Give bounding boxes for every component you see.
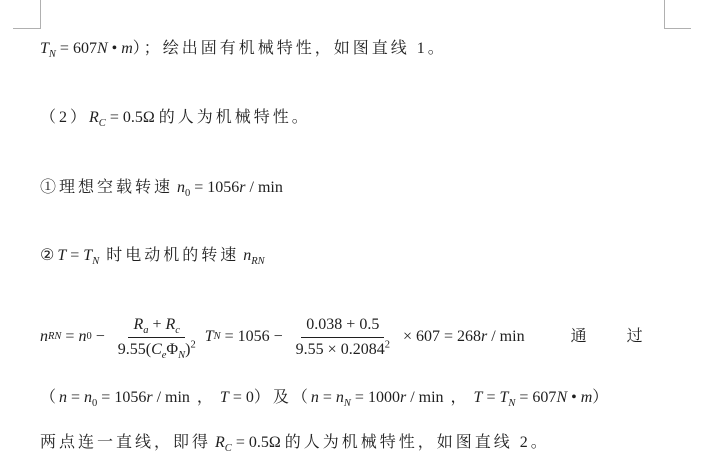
text-line-ideal-no-load-speed[interactable]: ①理想空载转速 $n_0 = 1056r / \min$ xyxy=(40,179,283,200)
text-line-intrinsic-characteristic[interactable]: $T_N = 607N$ • m）；绘出固有机械特性，如图直线 1。 xyxy=(40,40,447,61)
text-line-rc-heading[interactable]: $(2)R_C = 0.5\Omega$ 的人为机械特性。 xyxy=(40,109,311,130)
text-line-conclusion[interactable]: 两点连一直线，即得 $R_C = 0.5\Omega$ 的人为机械特性，如图直线 2。 xyxy=(40,434,550,455)
formula-nrn-calculation[interactable]: n RN = n 0 − $\frac{R_a + R_c}{9.55(C_e\Phi_N)^2}$ T N = 1056 − $\frac{0.038 + 0.5}{9.55 \times 0.2084^2}$ × 607 = 268 r / min 通 过 xyxy=(40,315,646,361)
page-margin-crop-mark-top-left xyxy=(13,0,41,29)
text-line-two-points[interactable]: （$n = n_0 = 1056r / \min$ ， T = 0）及（$n = n_N = 1000r / \min$ ， $T = T_N = 607N$ • m） xyxy=(40,389,612,410)
text-line-speed-at-rated-torque[interactable]: ②T = $T_N$ 时电动机的转速 $n_{RN}$ xyxy=(40,247,265,268)
page-margin-crop-mark-top-right xyxy=(664,0,691,29)
